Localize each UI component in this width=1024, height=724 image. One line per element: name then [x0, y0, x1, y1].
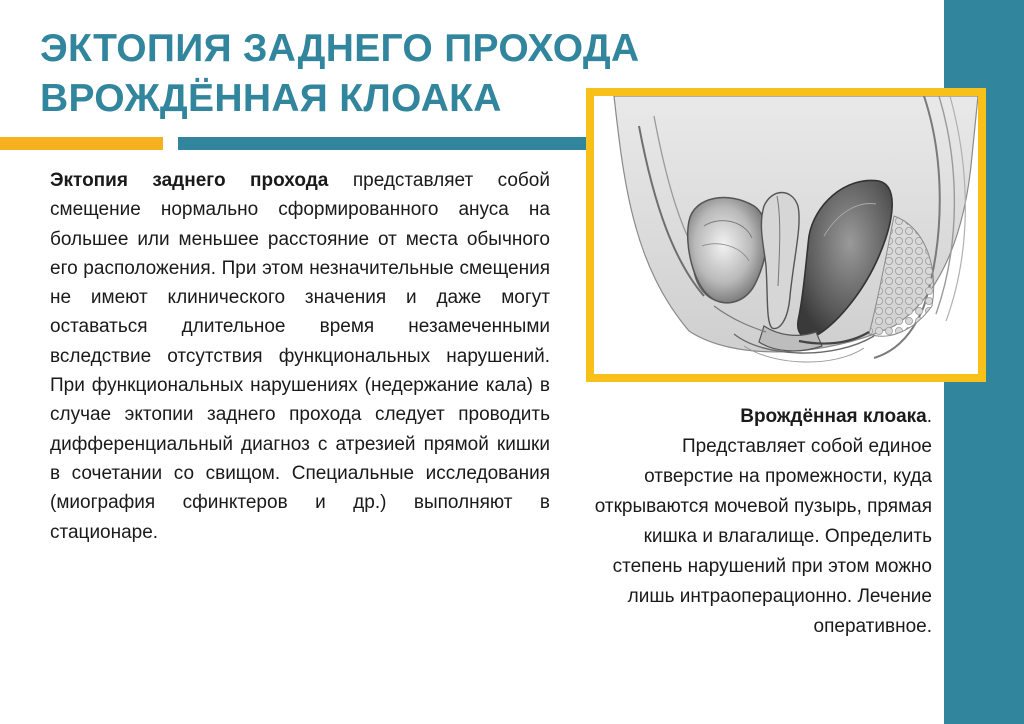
cloaca-caption [590, 402, 932, 642]
cloaca-body: Представляет собой единое отверстие на промежности, куда открываются мочевой пузырь, прямая кишка и влагалище. Определить степень нарушений при этом можно лишь интраоперационно. Лечение оперативное. [594, 436, 932, 637]
pelvic-anatomy-illustration [594, 96, 978, 374]
ectopia-description [50, 166, 550, 547]
slide-title [40, 24, 660, 124]
slide-title-line-1: ЭКТОПИЯ ЗАДНЕГО ПРОХОДА [40, 27, 640, 70]
cloaca-term: Врождённая клоака [740, 406, 927, 427]
title-underline-gold [0, 137, 163, 150]
cloaca-term-period: . [926, 406, 932, 427]
slide-title-line-2: ВРОЖДЁННАЯ КЛОАКА [40, 77, 502, 120]
ectopia-body: представляет собой смещение нормально сформированного ануса на большее или меньшее расстояние от места обычного его расположения. При этом незначительные смещения не имеют клинического значения и даже могут оставаться длительное время незамеченными вследствие отсутствия функциональных нарушений. При функциональных нарушениях (недержание кала) в случае эктопии заднего прохода следует проводить дифференциальный диагноз с атрезией прямой кишки в сочетании со свищом. Специальные исследования (миография сфинктеров и др.) выполняют в стационаре. [50, 170, 550, 543]
title-underline-teal [178, 137, 590, 150]
anatomy-illustration-frame [586, 88, 986, 382]
ectopia-term: Эктопия заднего прохода [50, 170, 329, 191]
